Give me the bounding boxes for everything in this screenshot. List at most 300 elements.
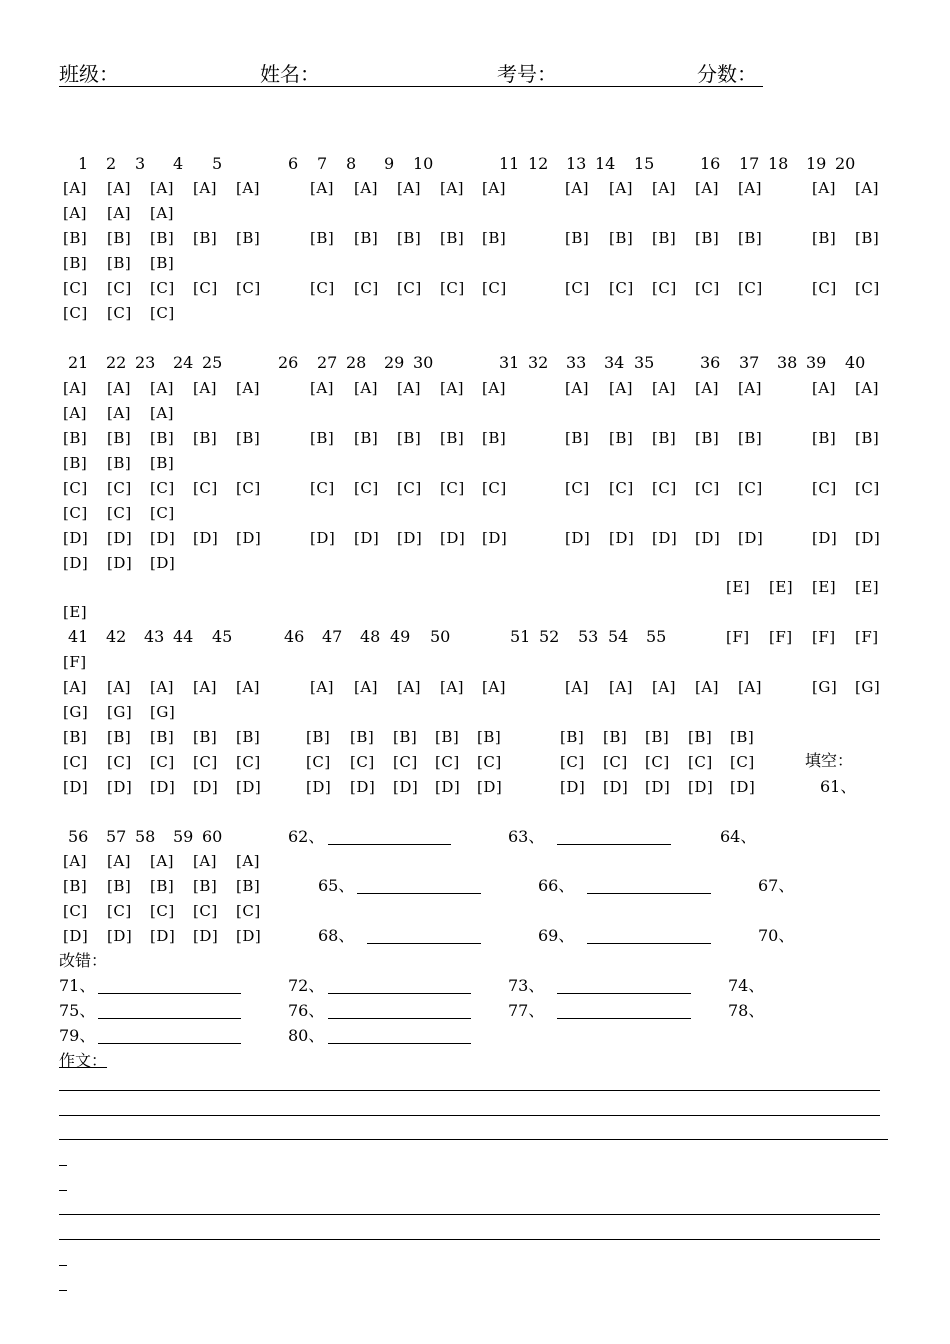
blank-62-line[interactable] (328, 844, 451, 845)
option-bubble-b[interactable]: [B] (645, 728, 670, 746)
question-number: 27 (317, 353, 338, 372)
option-bubble-d[interactable]: [D] (107, 554, 133, 572)
option-bubble-d[interactable]: [D] (193, 529, 219, 547)
class-label: 班级： (59, 62, 119, 86)
option-bubble-b[interactable]: [B] (107, 229, 132, 247)
option-bubble-b[interactable]: [B] (150, 877, 175, 895)
option-bubble-g[interactable]: [G] (63, 703, 89, 721)
option-bubble-c[interactable]: [C] (63, 504, 88, 522)
option-bubble-c[interactable]: [C] (652, 479, 677, 497)
option-bubble-c[interactable]: [C] (354, 479, 379, 497)
blank-66-line[interactable] (587, 893, 711, 894)
option-bubble-c[interactable]: [C] (645, 753, 670, 771)
option-bubble-b[interactable]: [B] (609, 429, 634, 447)
correction-77-line[interactable] (557, 1018, 691, 1019)
option-bubble-d[interactable]: [D] (812, 529, 838, 547)
correction-75-line[interactable] (98, 1018, 241, 1019)
question-number: 24 (173, 353, 194, 372)
option-bubble-a[interactable]: [A] (107, 678, 132, 696)
blank-68-label: 68、 (318, 926, 355, 945)
option-bubble-b[interactable]: [B] (63, 728, 88, 746)
option-bubble-a[interactable]: [A] (150, 179, 175, 197)
option-bubble-a[interactable]: [A] (397, 379, 422, 397)
option-bubble-c[interactable]: [C] (855, 279, 880, 297)
option-bubble-c[interactable]: [C] (435, 753, 460, 771)
option-bubble-b[interactable]: [B] (435, 728, 460, 746)
question-number: 31 (499, 353, 520, 372)
question-number: 25 (202, 353, 223, 372)
option-bubble-a[interactable]: [A] (482, 678, 507, 696)
option-bubble-a[interactable]: [A] (150, 404, 175, 422)
question-number: 33 (566, 353, 587, 372)
essay-line[interactable] (59, 1139, 888, 1140)
option-bubble-c[interactable]: [C] (107, 504, 132, 522)
option-bubble-a[interactable]: [A] (397, 179, 422, 197)
essay-line-stub (59, 1165, 67, 1166)
question-number: 53 (578, 627, 599, 646)
option-bubble-d[interactable]: [D] (350, 778, 376, 796)
option-bubble-g[interactable]: [G] (150, 703, 176, 721)
blank-68-line[interactable] (367, 943, 481, 944)
correction-73-line[interactable] (557, 993, 691, 994)
option-bubble-b[interactable]: [B] (482, 429, 507, 447)
option-bubble-d[interactable]: [D] (107, 927, 133, 945)
option-bubble-c[interactable]: [C] (730, 753, 755, 771)
score-label: 分数： (697, 62, 757, 86)
option-bubble-a[interactable]: [A] (354, 379, 379, 397)
option-bubble-a[interactable]: [A] (354, 678, 379, 696)
option-bubble-g[interactable]: [G] (812, 678, 838, 696)
option-bubble-a[interactable]: [A] (738, 379, 763, 397)
option-bubble-c[interactable]: [C] (310, 279, 335, 297)
option-bubble-c[interactable]: [C] (393, 753, 418, 771)
option-bubble-b[interactable]: [B] (63, 877, 88, 895)
question-number: 13 (566, 154, 587, 173)
option-bubble-b[interactable]: [B] (236, 229, 261, 247)
correction-80-line[interactable] (328, 1043, 471, 1044)
option-bubble-a[interactable]: [A] (609, 678, 634, 696)
option-bubble-c[interactable]: [C] (63, 479, 88, 497)
option-bubble-d[interactable]: [D] (236, 778, 262, 796)
option-bubble-a[interactable]: [A] (738, 179, 763, 197)
option-bubble-a[interactable]: [A] (695, 179, 720, 197)
option-bubble-c[interactable]: [C] (107, 902, 132, 920)
option-bubble-b[interactable]: [B] (236, 429, 261, 447)
option-bubble-a[interactable]: [A] (354, 179, 379, 197)
option-bubble-a[interactable]: [A] (193, 379, 218, 397)
option-bubble-c[interactable]: [C] (609, 279, 634, 297)
option-bubble-c[interactable]: [C] (440, 479, 465, 497)
option-bubble-b[interactable]: [B] (652, 429, 677, 447)
option-bubble-d[interactable]: [D] (565, 529, 591, 547)
option-bubble-a[interactable]: [A] (397, 678, 422, 696)
option-bubble-c[interactable]: [C] (812, 479, 837, 497)
option-bubble-c[interactable]: [C] (236, 279, 261, 297)
blank-65-line[interactable] (357, 893, 481, 894)
option-bubble-b[interactable]: [B] (354, 229, 379, 247)
option-bubble-f[interactable]: [F] (769, 628, 793, 646)
option-bubble-b[interactable]: [B] (107, 454, 132, 472)
option-bubble-d[interactable]: [D] (107, 778, 133, 796)
option-bubble-c[interactable]: [C] (477, 753, 502, 771)
option-bubble-a[interactable]: [A] (565, 379, 590, 397)
option-bubble-c[interactable]: [C] (695, 479, 720, 497)
option-bubble-c[interactable]: [C] (609, 479, 634, 497)
option-bubble-c[interactable]: [C] (738, 479, 763, 497)
option-bubble-c[interactable]: [C] (565, 479, 590, 497)
option-bubble-b[interactable]: [B] (688, 728, 713, 746)
option-bubble-a[interactable]: [A] (63, 204, 88, 222)
question-number: 11 (499, 154, 520, 173)
option-bubble-c[interactable]: [C] (193, 479, 218, 497)
option-bubble-c[interactable]: [C] (482, 279, 507, 297)
option-bubble-b[interactable]: [B] (603, 728, 628, 746)
option-bubble-c[interactable]: [C] (107, 279, 132, 297)
option-bubble-b[interactable]: [B] (652, 229, 677, 247)
option-bubble-f[interactable]: [F] (812, 628, 836, 646)
option-bubble-c[interactable]: [C] (107, 304, 132, 322)
question-number: 26 (278, 353, 299, 372)
option-bubble-c[interactable]: [C] (236, 902, 261, 920)
option-bubble-c[interactable]: [C] (63, 902, 88, 920)
essay-line[interactable] (59, 1214, 880, 1215)
question-number: 12 (528, 154, 549, 173)
option-bubble-d[interactable]: [D] (695, 529, 721, 547)
option-bubble-b[interactable]: [B] (236, 877, 261, 895)
blank-66-label: 66、 (538, 876, 575, 895)
option-bubble-a[interactable]: [A] (63, 379, 88, 397)
option-bubble-a[interactable]: [A] (193, 852, 218, 870)
option-bubble-b[interactable]: [B] (150, 429, 175, 447)
option-bubble-c[interactable]: [C] (107, 479, 132, 497)
option-bubble-d[interactable]: [D] (393, 778, 419, 796)
correction-71-label: 71、 (59, 976, 96, 995)
option-bubble-c[interactable]: [C] (560, 753, 585, 771)
option-bubble-a[interactable]: [A] (150, 379, 175, 397)
option-bubble-a[interactable]: [A] (107, 404, 132, 422)
option-bubble-a[interactable]: [A] (812, 379, 837, 397)
option-bubble-a[interactable]: [A] (695, 678, 720, 696)
option-bubble-d[interactable]: [D] (63, 927, 89, 945)
option-bubble-e[interactable]: [E] (63, 603, 88, 621)
correction-75-label: 75、 (59, 1001, 96, 1020)
option-bubble-b[interactable]: [B] (150, 229, 175, 247)
option-bubble-c[interactable]: [C] (306, 753, 331, 771)
option-bubble-a[interactable]: [A] (440, 179, 465, 197)
option-bubble-b[interactable]: [B] (354, 429, 379, 447)
option-bubble-d[interactable]: [D] (193, 778, 219, 796)
option-bubble-a[interactable]: [A] (236, 379, 261, 397)
option-bubble-b[interactable]: [B] (107, 429, 132, 447)
option-bubble-e[interactable]: [E] (769, 578, 794, 596)
option-bubble-b[interactable]: [B] (236, 728, 261, 746)
option-bubble-a[interactable]: [A] (107, 179, 132, 197)
option-bubble-a[interactable]: [A] (310, 678, 335, 696)
option-bubble-d[interactable]: [D] (150, 554, 176, 572)
option-bubble-a[interactable]: [A] (63, 179, 88, 197)
question-number: 28 (346, 353, 367, 372)
option-bubble-b[interactable]: [B] (609, 229, 634, 247)
option-bubble-d[interactable]: [D] (193, 927, 219, 945)
option-bubble-c[interactable]: [C] (397, 479, 422, 497)
option-bubble-a[interactable]: [A] (63, 852, 88, 870)
option-bubble-d[interactable]: [D] (603, 778, 629, 796)
option-bubble-a[interactable]: [A] (652, 678, 677, 696)
question-number: 51 (510, 627, 531, 646)
option-bubble-b[interactable]: [B] (397, 229, 422, 247)
option-bubble-b[interactable]: [B] (560, 728, 585, 746)
option-bubble-c[interactable]: [C] (738, 279, 763, 297)
option-bubble-d[interactable]: [D] (477, 778, 503, 796)
option-bubble-a[interactable]: [A] (107, 852, 132, 870)
correction-79-line[interactable] (98, 1043, 241, 1044)
option-bubble-d[interactable]: [D] (236, 927, 262, 945)
option-bubble-a[interactable]: [A] (482, 379, 507, 397)
essay-line[interactable] (59, 1090, 880, 1091)
blank-64-label: 64、 (720, 827, 757, 846)
option-bubble-d[interactable]: [D] (482, 529, 508, 547)
essay-line-stub (59, 1190, 67, 1191)
option-bubble-a[interactable]: [A] (812, 179, 837, 197)
correction-71-line[interactable] (98, 993, 241, 994)
option-bubble-c[interactable]: [C] (350, 753, 375, 771)
option-bubble-e[interactable]: [E] (855, 578, 880, 596)
option-bubble-b[interactable]: [B] (565, 429, 590, 447)
question-number: 60 (202, 827, 223, 846)
essay-line[interactable] (59, 1115, 880, 1116)
option-bubble-d[interactable]: [D] (560, 778, 586, 796)
option-bubble-c[interactable]: [C] (193, 753, 218, 771)
option-bubble-a[interactable]: [A] (440, 678, 465, 696)
option-bubble-b[interactable]: [B] (310, 229, 335, 247)
option-bubble-d[interactable]: [D] (150, 529, 176, 547)
option-bubble-c[interactable]: [C] (397, 279, 422, 297)
option-bubble-b[interactable]: [B] (193, 728, 218, 746)
option-bubble-b[interactable]: [B] (107, 254, 132, 272)
option-bubble-a[interactable]: [A] (150, 852, 175, 870)
option-bubble-a[interactable]: [A] (63, 404, 88, 422)
blank-69-label: 69、 (538, 926, 575, 945)
option-bubble-b[interactable]: [B] (107, 728, 132, 746)
option-bubble-b[interactable]: [B] (63, 229, 88, 247)
option-bubble-a[interactable]: [A] (482, 179, 507, 197)
option-bubble-c[interactable]: [C] (688, 753, 713, 771)
option-bubble-a[interactable]: [A] (310, 179, 335, 197)
option-bubble-d[interactable]: [D] (236, 529, 262, 547)
option-bubble-a[interactable]: [A] (236, 179, 261, 197)
option-bubble-d[interactable]: [D] (310, 529, 336, 547)
option-bubble-a[interactable]: [A] (150, 678, 175, 696)
option-bubble-c[interactable]: [C] (63, 753, 88, 771)
option-bubble-b[interactable]: [B] (812, 429, 837, 447)
correction-76-line[interactable] (328, 1018, 471, 1019)
option-bubble-a[interactable]: [A] (107, 379, 132, 397)
option-bubble-a[interactable]: [A] (565, 179, 590, 197)
question-number: 20 (835, 154, 856, 173)
option-bubble-a[interactable]: [A] (609, 179, 634, 197)
option-bubble-b[interactable]: [B] (730, 728, 755, 746)
option-bubble-e[interactable]: [E] (812, 578, 837, 596)
option-bubble-c[interactable]: [C] (236, 753, 261, 771)
option-bubble-b[interactable]: [B] (855, 429, 880, 447)
option-bubble-c[interactable]: [C] (695, 279, 720, 297)
option-bubble-b[interactable]: [B] (738, 429, 763, 447)
option-bubble-b[interactable]: [B] (193, 229, 218, 247)
option-bubble-c[interactable]: [C] (150, 279, 175, 297)
option-bubble-g[interactable]: [G] (855, 678, 881, 696)
question-number: 41 (68, 627, 89, 646)
option-bubble-d[interactable]: [D] (730, 778, 756, 796)
essay-line[interactable] (59, 1239, 880, 1240)
option-bubble-b[interactable]: [B] (63, 454, 88, 472)
option-bubble-b[interactable]: [B] (193, 429, 218, 447)
option-bubble-b[interactable]: [B] (482, 229, 507, 247)
question-number: 32 (528, 353, 549, 372)
blank-63-line[interactable] (557, 844, 671, 845)
option-bubble-b[interactable]: [B] (306, 728, 331, 746)
blank-65-label: 65、 (318, 876, 355, 895)
option-bubble-d[interactable]: [D] (855, 529, 881, 547)
option-bubble-b[interactable]: [B] (310, 429, 335, 447)
blank-69-line[interactable] (587, 943, 711, 944)
option-bubble-b[interactable]: [B] (193, 877, 218, 895)
option-bubble-c[interactable]: [C] (150, 902, 175, 920)
correction-76-label: 76、 (288, 1001, 325, 1020)
option-bubble-c[interactable]: [C] (193, 279, 218, 297)
option-bubble-c[interactable]: [C] (565, 279, 590, 297)
option-bubble-a[interactable]: [A] (652, 379, 677, 397)
option-bubble-a[interactable]: [A] (63, 678, 88, 696)
option-bubble-d[interactable]: [D] (306, 778, 332, 796)
question-number: 59 (173, 827, 194, 846)
option-bubble-b[interactable]: [B] (107, 877, 132, 895)
question-number: 42 (106, 627, 127, 646)
option-bubble-d[interactable]: [D] (645, 778, 671, 796)
option-bubble-d[interactable]: [D] (150, 778, 176, 796)
option-bubble-a[interactable]: [A] (440, 379, 465, 397)
option-bubble-d[interactable]: [D] (652, 529, 678, 547)
option-bubble-b[interactable]: [B] (63, 429, 88, 447)
question-number: 15 (634, 154, 655, 173)
question-number: 55 (646, 627, 667, 646)
question-number: 54 (608, 627, 629, 646)
option-bubble-a[interactable]: [A] (652, 179, 677, 197)
option-bubble-f[interactable]: [F] (63, 653, 87, 671)
question-number: 21 (68, 353, 89, 372)
option-bubble-a[interactable]: [A] (107, 204, 132, 222)
option-bubble-a[interactable]: [A] (609, 379, 634, 397)
option-bubble-d[interactable]: [D] (107, 529, 133, 547)
option-bubble-d[interactable]: [D] (397, 529, 423, 547)
question-number: 23 (135, 353, 156, 372)
option-bubble-b[interactable]: [B] (695, 229, 720, 247)
question-number: 7 (317, 154, 328, 173)
option-bubble-a[interactable]: [A] (738, 678, 763, 696)
option-bubble-b[interactable]: [B] (440, 229, 465, 247)
correction-72-line[interactable] (328, 993, 471, 994)
option-bubble-d[interactable]: [D] (738, 529, 764, 547)
option-bubble-a[interactable]: [A] (236, 852, 261, 870)
question-number: 1 (78, 154, 89, 173)
option-bubble-c[interactable]: [C] (354, 279, 379, 297)
option-bubble-b[interactable]: [B] (150, 728, 175, 746)
option-bubble-b[interactable]: [B] (565, 229, 590, 247)
option-bubble-a[interactable]: [A] (193, 179, 218, 197)
option-bubble-c[interactable]: [C] (482, 479, 507, 497)
option-bubble-b[interactable]: [B] (812, 229, 837, 247)
option-bubble-d[interactable]: [D] (440, 529, 466, 547)
option-bubble-b[interactable]: [B] (150, 254, 175, 272)
option-bubble-c[interactable]: [C] (855, 479, 880, 497)
option-bubble-c[interactable]: [C] (63, 279, 88, 297)
option-bubble-d[interactable]: [D] (150, 927, 176, 945)
option-bubble-d[interactable]: [D] (63, 529, 89, 547)
option-bubble-c[interactable]: [C] (603, 753, 628, 771)
question-number: 8 (346, 154, 357, 173)
option-bubble-f[interactable]: [F] (726, 628, 750, 646)
option-bubble-d[interactable]: [D] (435, 778, 461, 796)
header-underline (59, 86, 763, 87)
option-bubble-g[interactable]: [G] (107, 703, 133, 721)
option-bubble-a[interactable]: [A] (310, 379, 335, 397)
option-bubble-c[interactable]: [C] (63, 304, 88, 322)
option-bubble-b[interactable]: [B] (393, 728, 418, 746)
option-bubble-a[interactable]: [A] (193, 678, 218, 696)
option-bubble-c[interactable]: [C] (310, 479, 335, 497)
option-bubble-b[interactable]: [B] (63, 254, 88, 272)
fill-blank-title: 填空： (805, 751, 854, 770)
option-bubble-c[interactable]: [C] (236, 479, 261, 497)
option-bubble-a[interactable]: [A] (150, 204, 175, 222)
option-bubble-e[interactable]: [E] (726, 578, 751, 596)
option-bubble-c[interactable]: [C] (150, 753, 175, 771)
option-bubble-b[interactable]: [B] (477, 728, 502, 746)
option-bubble-b[interactable]: [B] (150, 454, 175, 472)
option-bubble-b[interactable]: [B] (855, 229, 880, 247)
option-bubble-a[interactable]: [A] (236, 678, 261, 696)
option-bubble-b[interactable]: [B] (397, 429, 422, 447)
option-bubble-b[interactable]: [B] (440, 429, 465, 447)
option-bubble-c[interactable]: [C] (150, 304, 175, 322)
option-bubble-c[interactable]: [C] (193, 902, 218, 920)
option-bubble-c[interactable]: [C] (652, 279, 677, 297)
option-bubble-c[interactable]: [C] (150, 479, 175, 497)
question-number: 9 (384, 154, 395, 173)
option-bubble-b[interactable]: [B] (695, 429, 720, 447)
option-bubble-d[interactable]: [D] (354, 529, 380, 547)
option-bubble-a[interactable]: [A] (855, 179, 880, 197)
question-number: 3 (135, 154, 146, 173)
option-bubble-d[interactable]: [D] (609, 529, 635, 547)
question-number: 14 (595, 154, 616, 173)
option-bubble-a[interactable]: [A] (695, 379, 720, 397)
question-number: 18 (768, 154, 789, 173)
option-bubble-b[interactable]: [B] (350, 728, 375, 746)
option-bubble-a[interactable]: [A] (855, 379, 880, 397)
option-bubble-c[interactable]: [C] (107, 753, 132, 771)
option-bubble-a[interactable]: [A] (565, 678, 590, 696)
option-bubble-d[interactable]: [D] (63, 554, 89, 572)
option-bubble-b[interactable]: [B] (738, 229, 763, 247)
option-bubble-c[interactable]: [C] (150, 504, 175, 522)
option-bubble-d[interactable]: [D] (63, 778, 89, 796)
option-bubble-c[interactable]: [C] (812, 279, 837, 297)
option-bubble-d[interactable]: [D] (688, 778, 714, 796)
option-bubble-c[interactable]: [C] (440, 279, 465, 297)
question-number: 19 (806, 154, 827, 173)
option-bubble-f[interactable]: [F] (855, 628, 879, 646)
question-number: 39 (806, 353, 827, 372)
